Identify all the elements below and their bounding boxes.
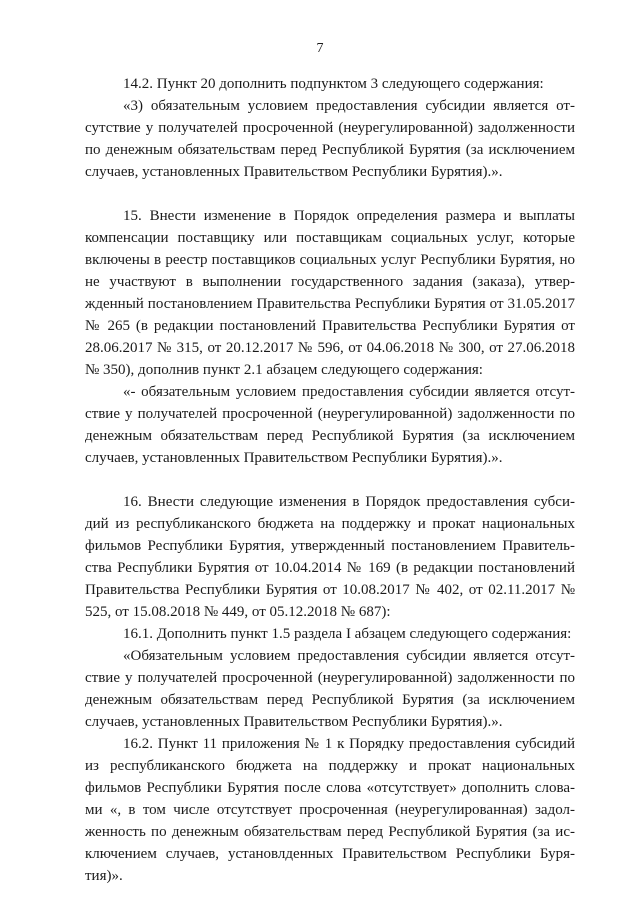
- paragraph-15-quote: «- обязательным условием предоставления субсидии является отсутствие у получателей просроченной (неурегулированной) задолженности по денежным обязательствам перед Республикой Бурятия (за исключением случаев, установленных Правительством Республики Бурятия).».: [85, 384, 575, 466]
- paragraph-16: 16. Внести следующие изменения в Порядок предоставления субсидий из республиканского бюджета на поддержку и прокат национальных фильмов Республики Бурятия, утвержденный постановлением Правительства Республики Бурятия от 10.04.2014 № 169 (в редакции постановлений Правительства Республики Бурятия от 10.08.2017 № 402, от 02.11.2017 № 525, от 15.08.2018 № 449, от 05.12.2018 № 687):: [85, 494, 575, 620]
- paragraph-spacer: [85, 183, 575, 205]
- paragraph-16-1-quote: «Обязательным условием предоставления субсидии является отсутствие у получателей просроченной (неурегулированной) задолженности по денежным обязательствам перед Республикой Бурятия (за исключением случаев, установленных Правительством Республики Бурятия).».: [85, 648, 575, 730]
- page-number: 7: [316, 41, 324, 56]
- paragraph-14-2: 14.2. Пункт 20 дополнить подпунктом 3 следующего содержания:: [123, 76, 544, 92]
- paragraph-spacer: [85, 469, 575, 491]
- paragraph-16-2: 16.2. Пункт 11 приложения № 1 к Порядку предоставления субсидий из республиканского бюджета на поддержку и прокат национальных фильмов Республики Бурятия после слова «отсутствует» дополнить словами «, в том числе отсутствует просроченная (неурегулированная) задолженность по денежным обязательствам перед Республикой Бурятия (за исключением случаев, установлденных Правительством Республики Бурятия)».: [85, 736, 575, 884]
- paragraph-15: 15. Внести изменение в Порядок определения размера и выплаты компенсации поставщику или поставщикам социальных услуг, которые включены в реестр поставщиков социальных услуг Республики Бурятия, но не участвуют в выполнении государственного задания (заказа), утвержденный постановлением Правительства Республики Бурятия от 31.05.2017 № 265 (в редакции постановлений Правительства Республики Бурятия от 28.06.2017 № 315, от 20.12.2017 № 596, от 04.06.2018 № 300, от 27.06.2018 № 350), дополнив пункт 2.1 абзацем следующего содержания:: [85, 208, 575, 378]
- paragraph-14-2-quote: «3) обязательным условием предоставления субсидии является отсутствие у получателей просроченной (неурегулированной) задолженности по денежным обязательствам перед Республикой Бурятия (за исключением случаев, установленных Правительством Республики Бурятия).».: [85, 98, 575, 180]
- paragraph-16-1: 16.1. Дополнить пункт 1.5 раздела I абзацем следующего содержания:: [123, 626, 572, 642]
- document-body: [85, 73, 575, 887]
